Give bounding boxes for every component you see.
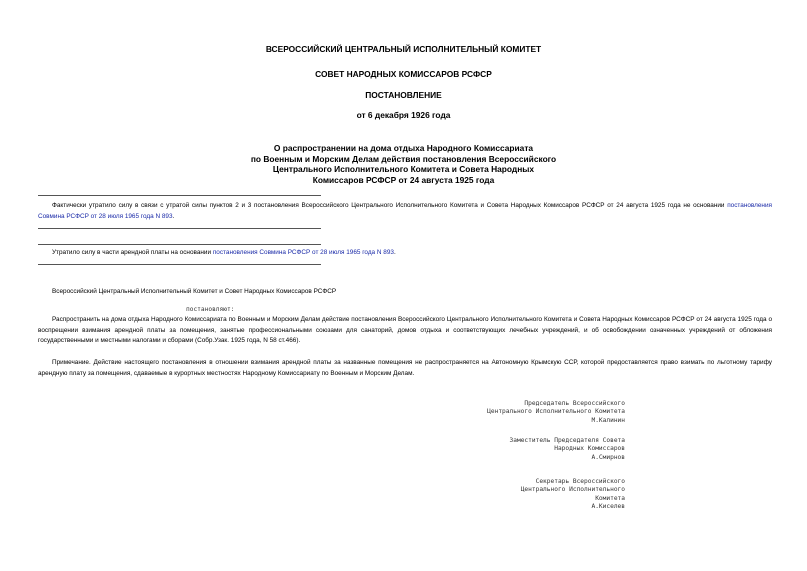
signature-line: Председатель Всероссийского xyxy=(524,400,625,407)
divider xyxy=(38,195,321,196)
preamble: Всероссийский Центральный Исполнительный Комитет и Совет Народных Комиссаров РСФСР xyxy=(52,288,337,295)
signature-line: М.Калинин xyxy=(591,416,625,424)
signature-line: Народных Комиссаров xyxy=(554,445,625,453)
signature-deputy xyxy=(510,437,625,462)
note-text: Утратило силу в части арендной платы на основании xyxy=(52,249,213,256)
issuer-line-2: СОВЕТ НАРОДНЫХ КОМИССАРОВ РСФСР xyxy=(315,69,492,79)
signature-line: Комитета xyxy=(595,494,625,502)
note-text: Фактически утратило силу в связи с утратой силы пунктов 2 и 3 постановления Всероссийского Центрального Исполнительного Комитета и Совета Народных Комиссаров РСФСР от 24 августа 1925 года не основании xyxy=(52,202,728,209)
signature-line: Центрального Исполнительного xyxy=(520,486,625,494)
issuer-line-1: ВСЕРОССИЙСКИЙ ЦЕНТРАЛЬНЫЙ ИСПОЛНИТЕЛЬНЫЙ КОМИТЕТ xyxy=(265,44,542,54)
signature-secretary xyxy=(521,478,625,512)
signature-chairman xyxy=(487,400,625,425)
divider xyxy=(38,244,321,245)
document-type: ПОСТАНОВЛЕНИЕ xyxy=(365,90,442,100)
signature-line: Заместитель Председателя Совета xyxy=(509,437,625,444)
title-line: Комиссаров РСФСР от 24 августа 1925 года xyxy=(312,174,495,185)
divider xyxy=(38,228,321,229)
resolution-link[interactable]: постановления Совмина РСФСР от 28 июля 1965 года N 893 xyxy=(212,249,394,256)
note-rent xyxy=(38,248,772,259)
note-end: . xyxy=(393,249,396,256)
decree-word: постановляют: xyxy=(186,306,235,313)
divider xyxy=(38,264,321,265)
title-line: Центрального Исполнительного Комитета и Совета Народных xyxy=(272,164,535,174)
signature-line: А.Смирнов xyxy=(591,453,625,461)
signature-line: А.Киселев xyxy=(591,503,625,511)
document-date: от 6 декабря 1926 года xyxy=(356,110,451,120)
note-repealed xyxy=(38,201,772,222)
main-clause: Распространить на дома отдыха Народного Комиссариата по Военным и Морским Делам действие постановления Всероссийского Центрального Исполнительного Комитета и Совета Народных Комиссаров РСФСР от 24 августа 1925 года о воспрещении взимания арендной платы за помещения, занятые профессиональными союзами для санаторий, домов отдыха и соответствующих лечебных учреждений, и об освобождении означенных учреждений от обложения государственными и местными налогами и сборами (Собр.Узак. 1925 года, N 58 ст.466). xyxy=(38,316,772,344)
resolution-link[interactable]: постановления Совмина РСФСР от 28 июля 1965 года N 893 xyxy=(38,202,772,220)
signature-line: Секретарь Всероссийского xyxy=(535,478,625,485)
title-line: по Военным и Морским Делам действия постановления Всероссийского xyxy=(250,153,557,164)
title-line: О распространении на дома отдыха Народного Комиссариата xyxy=(273,143,534,153)
note-end: . xyxy=(172,212,175,220)
document-title xyxy=(0,143,807,185)
remark: Примечание. Действие настоящего постановления в отношении взимания арендной платы за названные помещения не распространяется на Автономную Крымскую ССР, которой предоставляется право взимать по льготному тарифу арендную плату за помещения, сдаваемые в курортных местностях Народному Комиссариату по Военным и Морским Делам. xyxy=(38,359,772,377)
signature-line: Центрального Исполнительного Комитета xyxy=(487,408,625,416)
